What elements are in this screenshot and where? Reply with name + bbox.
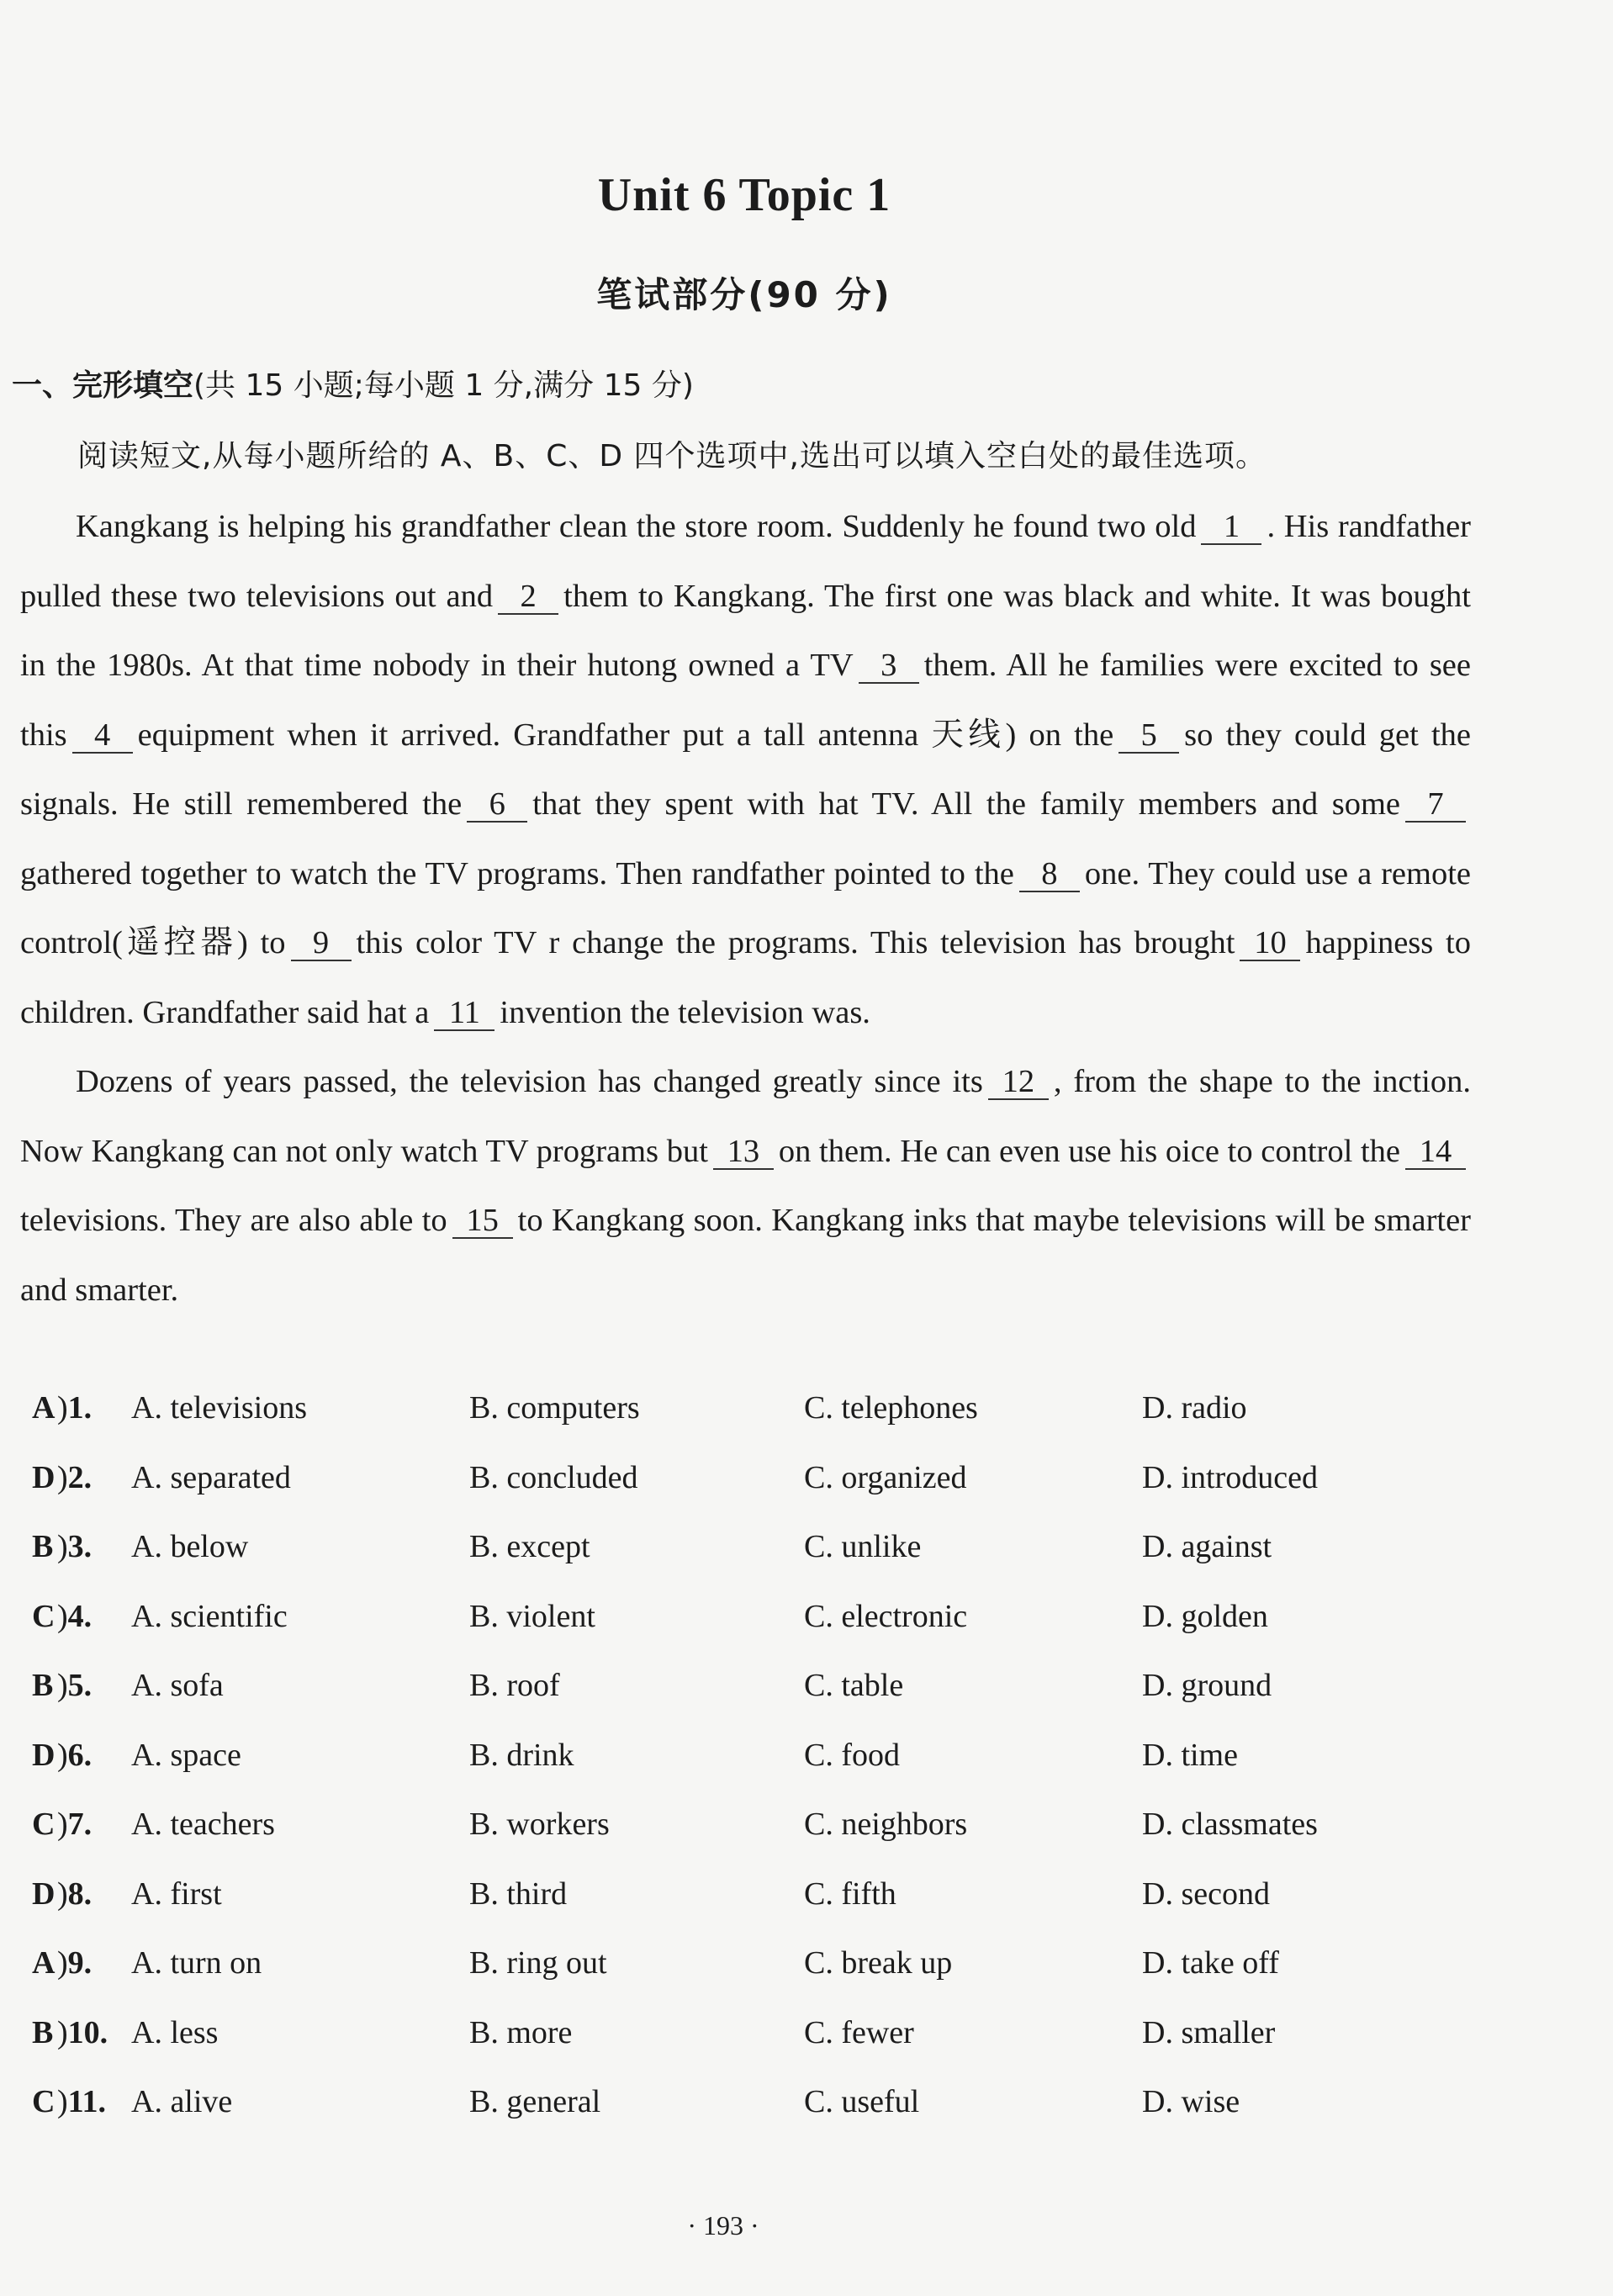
option-d: D. time xyxy=(1142,1737,1238,1773)
question-answer: C xyxy=(32,2084,56,2119)
question-row xyxy=(32,1944,1462,2014)
option-d: D. second xyxy=(1142,1875,1270,1912)
question-answer: B xyxy=(32,2014,54,2050)
section-detail: (共 15 小题;每小题 1 分,满分 15 分) xyxy=(193,368,694,403)
option-a: A. alive xyxy=(131,2084,233,2119)
blank-3: 3 xyxy=(859,648,919,684)
question-row xyxy=(32,1737,1462,1807)
passage-text: invention the television was. xyxy=(500,994,870,1030)
question-row xyxy=(32,1528,1462,1598)
option-c: C. fewer xyxy=(804,2014,914,2050)
question-row xyxy=(32,1598,1462,1668)
option-a: A. scientific xyxy=(131,1598,288,1634)
option-a: A. televisions xyxy=(131,1390,307,1426)
question-number: )1. xyxy=(57,1390,93,1426)
option-d: D. introduced xyxy=(1142,1459,1318,1495)
option-c: C. telephones xyxy=(804,1390,978,1426)
passage-text: gathered together to watch the TV programs. Then randfather pointed to the xyxy=(20,855,1014,891)
page-title: Unit 6 Topic 1 xyxy=(597,169,891,221)
question-answer: A xyxy=(32,1945,56,1981)
question-answer: B xyxy=(32,1668,54,1703)
blank-10: 10 xyxy=(1240,926,1300,961)
passage-text: equipment when it arrived. Grandfather put a tall antenna 天线) on the xyxy=(137,717,1114,753)
option-d: D. wise xyxy=(1142,2084,1240,2119)
option-a: A. less xyxy=(131,2014,219,2050)
blank-6: 6 xyxy=(467,787,527,823)
option-d: D. classmates xyxy=(1142,1807,1318,1842)
option-c: C. neighbors xyxy=(804,1807,968,1842)
option-a: A. separated xyxy=(131,1459,291,1495)
question-answer: D xyxy=(32,1875,56,1912)
question-number: )4. xyxy=(57,1598,93,1634)
option-c: C. table xyxy=(804,1668,904,1703)
passage-text: Dozens of years passed, the television has changed greatly since its xyxy=(76,1064,983,1099)
option-b: B. concluded xyxy=(469,1459,638,1495)
option-c: C. useful xyxy=(804,2084,920,2119)
question-answer: D xyxy=(32,1737,56,1773)
option-c: C. break up xyxy=(804,1945,953,1981)
option-b: B. except xyxy=(469,1529,590,1564)
instruction-text: 阅读短文,从每小题所给的 A、B、C、D 四个选项中,选出可以填入空白处的最佳选项。 xyxy=(77,439,1267,473)
option-a: A. teachers xyxy=(131,1807,275,1842)
blank-14: 14 xyxy=(1405,1135,1466,1170)
question-number: )6. xyxy=(57,1737,93,1773)
option-b: B. violent xyxy=(469,1598,595,1634)
question-number: )3. xyxy=(57,1529,93,1564)
option-b: B. workers xyxy=(469,1807,610,1842)
option-d: D. take off xyxy=(1142,1945,1279,1981)
question-row xyxy=(32,1389,1462,1459)
option-a: A. sofa xyxy=(131,1668,224,1703)
cloze-passage xyxy=(20,492,1471,1325)
option-a: A. first xyxy=(131,1875,222,1912)
passage-text: that they spent with hat TV. All the family members and some xyxy=(532,786,1401,822)
question-row xyxy=(32,1667,1462,1737)
question-answer: B xyxy=(32,1529,54,1564)
option-b: B. general xyxy=(469,2084,601,2119)
option-d: D. smaller xyxy=(1142,2014,1276,2050)
passage-text: Kangkang is helping his grandfather clean the store room. Suddenly he found two old xyxy=(76,509,1197,544)
passage-text: this color TV r change the programs. This television has brought xyxy=(356,925,1235,960)
question-answer: C xyxy=(32,1598,56,1634)
question-answer: D xyxy=(32,1459,56,1495)
passage-text: televisions. They are also able to xyxy=(20,1203,447,1238)
passage-text: on them. He can even use his oice to control the xyxy=(778,1133,1400,1169)
question-row xyxy=(32,1875,1462,1945)
blank-4: 4 xyxy=(72,718,133,754)
blank-2: 2 xyxy=(498,579,558,615)
option-b: B. third xyxy=(469,1875,568,1912)
passage-text: to Kangkang soon. Kangkang inks that maybe televisions will be smarter and smarter. xyxy=(20,1203,1472,1308)
passage-text: one. They could use a remote control(遥控器) to xyxy=(20,855,1471,960)
option-d: D. against xyxy=(1142,1529,1272,1564)
page-number: · 193 · xyxy=(687,2210,759,2240)
blank-13: 13 xyxy=(713,1135,774,1170)
passage-paragraph-1 xyxy=(20,492,1471,1047)
blank-1: 1 xyxy=(1201,510,1261,545)
section-heading xyxy=(12,362,694,405)
blank-9: 9 xyxy=(291,926,352,961)
option-b: B. drink xyxy=(469,1737,574,1773)
question-number: )11. xyxy=(57,2084,107,2119)
question-answer: A xyxy=(32,1390,56,1426)
option-c: C. electronic xyxy=(804,1598,968,1634)
passage-text: , from the shape to the inction. Now Kangkang can not only watch TV programs but xyxy=(20,1064,1471,1169)
option-a: A. turn on xyxy=(131,1945,262,1981)
question-row xyxy=(32,1806,1462,1875)
question-answer: C xyxy=(32,1807,56,1842)
blank-11: 11 xyxy=(434,996,494,1031)
question-row xyxy=(32,2014,1462,2084)
passage-paragraph-2 xyxy=(20,1047,1471,1325)
blank-5: 5 xyxy=(1119,718,1179,754)
question-number: )5. xyxy=(57,1668,93,1703)
question-list xyxy=(32,1389,1462,2153)
blank-15: 15 xyxy=(452,1204,513,1239)
page-subtitle: 笔试部分(90 分) xyxy=(596,274,892,315)
question-number: )7. xyxy=(57,1807,93,1842)
passage-text: them to Kangkang. The first one was black and white. It was bought in the 1980s. At that time nobody in their hutong owned a TV xyxy=(20,578,1471,683)
question-number: )8. xyxy=(57,1875,93,1912)
option-c: C. organized xyxy=(804,1459,967,1495)
option-c: C. food xyxy=(804,1737,900,1773)
blank-8: 8 xyxy=(1019,857,1080,892)
option-d: D. ground xyxy=(1142,1668,1272,1703)
question-number: )10. xyxy=(57,2014,108,2050)
question-row xyxy=(32,1459,1462,1529)
option-a: A. below xyxy=(131,1529,249,1564)
question-number: )2. xyxy=(57,1459,93,1495)
section-label: 一、完形填空 xyxy=(12,368,194,403)
blank-7: 7 xyxy=(1405,787,1466,823)
option-d: D. golden xyxy=(1142,1598,1268,1634)
question-row xyxy=(32,2083,1462,2153)
option-d: D. radio xyxy=(1142,1390,1247,1426)
blank-12: 12 xyxy=(988,1065,1049,1100)
passage-text: . His randfather pulled these two televisions out and xyxy=(20,509,1471,614)
option-c: C. fifth xyxy=(804,1875,896,1912)
option-a: A. space xyxy=(131,1737,241,1773)
option-b: B. computers xyxy=(469,1390,640,1426)
question-number: )9. xyxy=(57,1945,93,1981)
option-b: B. ring out xyxy=(469,1945,607,1981)
passage-text: so they could get the signals. He still remembered the xyxy=(20,717,1471,822)
passage-text: happiness to children. Grandfather said hat a xyxy=(20,925,1472,1030)
option-b: B. roof xyxy=(469,1668,560,1703)
option-b: B. more xyxy=(469,2014,573,2050)
passage-text: them. All he families were excited to see this xyxy=(20,648,1471,753)
option-c: C. unlike xyxy=(804,1529,922,1564)
